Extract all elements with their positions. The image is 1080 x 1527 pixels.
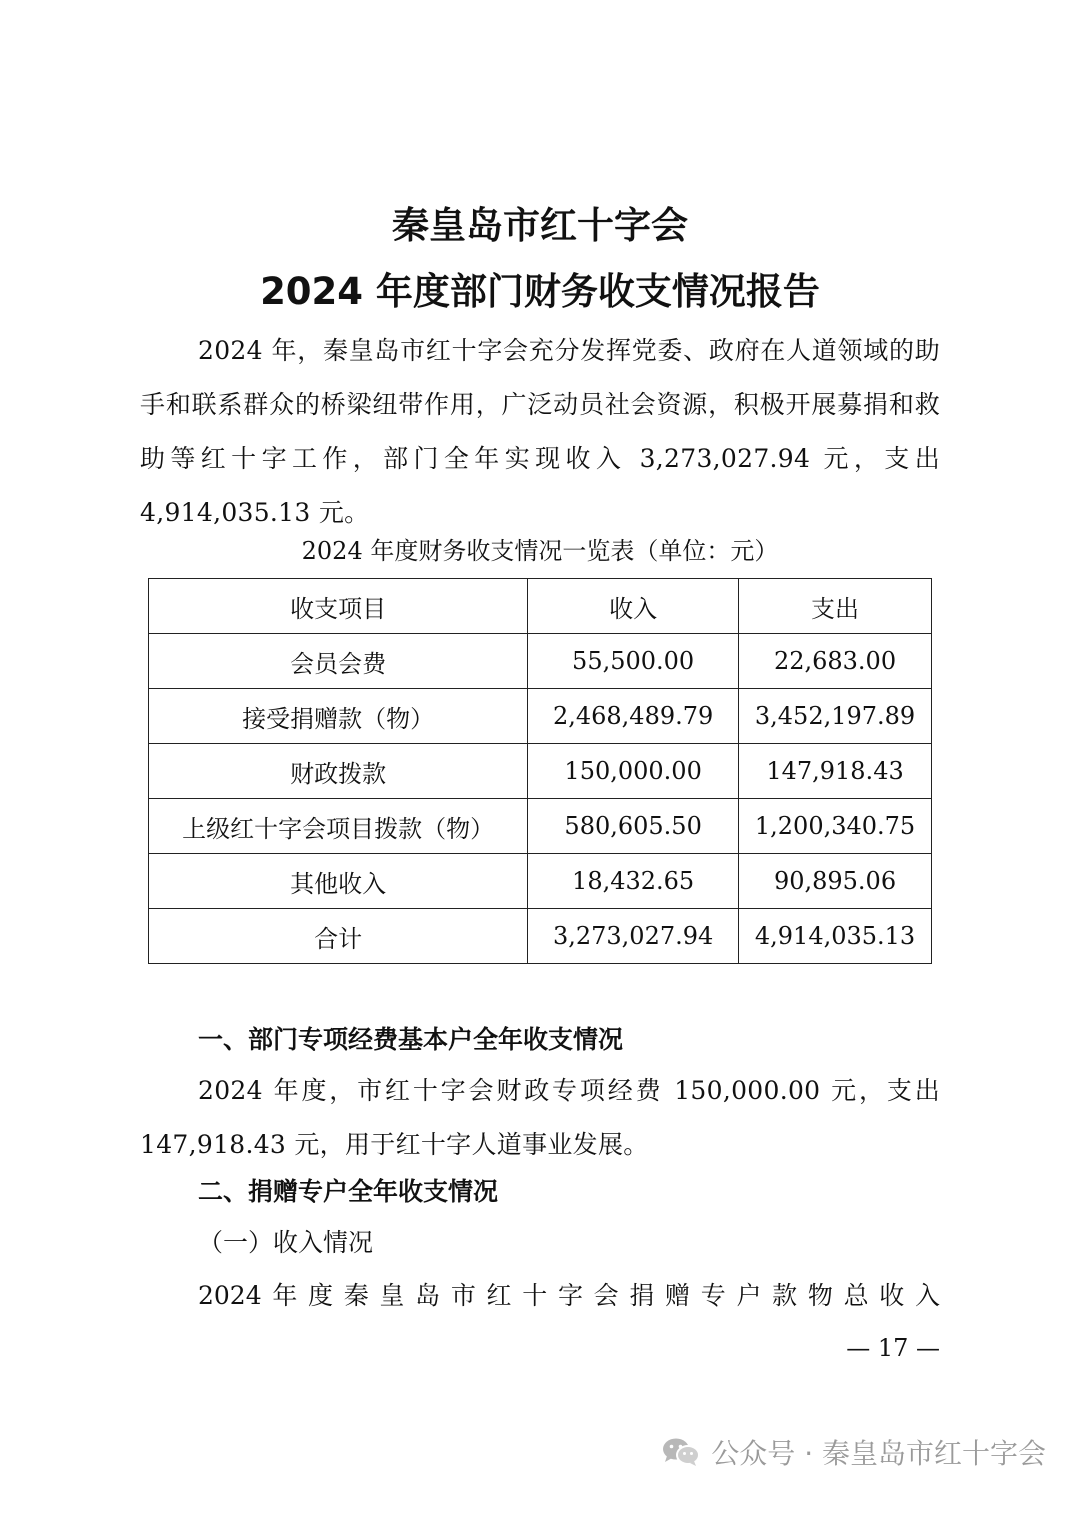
row-expense: 3,452,197.89 — [739, 689, 932, 744]
document-title-line1: 秦皇岛市红十字会 — [392, 204, 688, 247]
document-title-line2: 2024 年度部门财务收支情况报告 — [260, 270, 820, 313]
text-char: 秦 — [343, 1281, 369, 1310]
text-char: 赠 — [665, 1281, 691, 1310]
row-expense: 1,200,340.75 — [739, 799, 932, 854]
intro-text: 2024 年，秦皇岛市红十字会充分发挥党委、政府在人道领域的助手和联系群众的桥梁纽带作用，广泛动员社会资源，积极开展募捐和救助等红十字工作，部门全年实现收入 3,273,027.94 元，支出 4,914,035.13 元。 — [140, 336, 940, 527]
table-row — [149, 634, 932, 689]
text-char: 2024 — [198, 1281, 262, 1310]
row-item: 会员会费 — [149, 634, 528, 689]
section2-heading: 二、捐赠专户全年收支情况 — [198, 1177, 499, 1206]
row-expense: 22,683.00 — [739, 634, 932, 689]
section1-paragraph — [140, 1064, 940, 1172]
table-row — [149, 854, 932, 909]
page-number: — 17 — — [846, 1334, 940, 1362]
row-income: 55,500.00 — [528, 634, 739, 689]
row-expense: 147,918.43 — [739, 744, 932, 799]
section1-heading: 一、部门专项经费基本户全年收支情况 — [198, 1025, 624, 1054]
table-header-row — [149, 579, 932, 634]
watermark-text: 公众号 · 秦皇岛市红十字会 — [711, 1437, 1046, 1470]
text-char: 收 — [879, 1281, 905, 1310]
row-item: 财政拨款 — [149, 744, 528, 799]
text-char: 入 — [914, 1281, 940, 1310]
row-income: 150,000.00 — [528, 744, 739, 799]
total-income: 3,273,027.94 — [528, 909, 739, 964]
header-income: 收入 — [528, 579, 739, 634]
row-income: 2,468,489.79 — [528, 689, 739, 744]
text-char: 度 — [308, 1281, 334, 1310]
row-item: 上级红十字会项目拨款（物） — [149, 799, 528, 854]
header-item: 收支项目 — [149, 579, 528, 634]
text-char: 岛 — [415, 1281, 441, 1310]
row-expense: 90,895.06 — [739, 854, 932, 909]
text-char: 款 — [772, 1281, 798, 1310]
table-caption: 2024 年度财务收支情况一览表（单位：元） — [301, 537, 779, 565]
text-char: 总 — [843, 1281, 869, 1310]
section2-text-line — [198, 1278, 940, 1314]
table-row — [149, 799, 932, 854]
header-expense: 支出 — [739, 579, 932, 634]
section1-text: 2024 年度，市红十字会财政专项经费 150,000.00 元，支出 147,918.43 元，用于红十字人道事业发展。 — [140, 1076, 940, 1159]
watermark — [661, 1432, 1046, 1472]
text-char: 户 — [736, 1281, 762, 1310]
text-char: 会 — [593, 1281, 619, 1310]
row-item: 接受捐赠款（物） — [149, 689, 528, 744]
intro-paragraph — [140, 324, 940, 540]
wechat-icon — [661, 1436, 701, 1468]
text-char: 年 — [272, 1281, 298, 1310]
text-char: 皇 — [379, 1281, 405, 1310]
text-char: 红 — [486, 1281, 512, 1310]
text-char: 物 — [807, 1281, 833, 1310]
text-char: 专 — [700, 1281, 726, 1310]
text-char: 市 — [450, 1281, 476, 1310]
text-char: 字 — [557, 1281, 583, 1310]
table-row — [149, 744, 932, 799]
table-total-row — [149, 909, 932, 964]
table-row — [149, 689, 932, 744]
finance-table — [148, 578, 932, 964]
text-char: 十 — [522, 1281, 548, 1310]
row-item: 其他收入 — [149, 854, 528, 909]
total-expense: 4,914,035.13 — [739, 909, 932, 964]
text-char: 捐 — [629, 1281, 655, 1310]
row-income: 18,432.65 — [528, 854, 739, 909]
total-label: 合计 — [149, 909, 528, 964]
row-income: 580,605.50 — [528, 799, 739, 854]
section2-subheading: （一）收入情况 — [198, 1228, 374, 1257]
